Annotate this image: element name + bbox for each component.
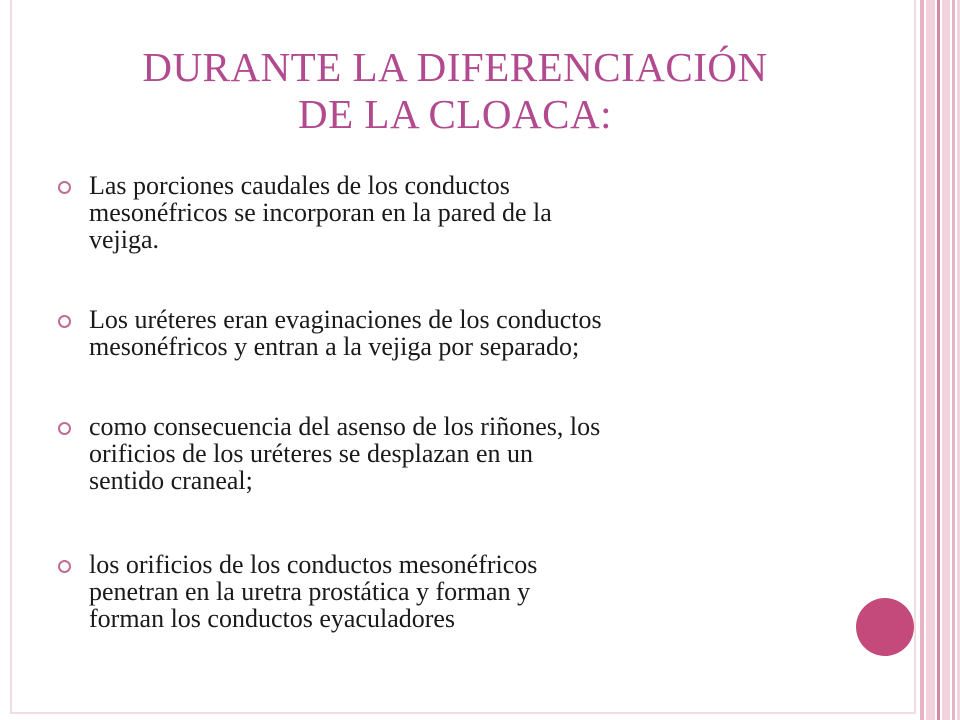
bullet-line: mesonéfricos se incorporan en la pared de la <box>89 198 552 227</box>
title-line-1: DURANTE LA DIFERENCIACIÓN <box>142 44 768 90</box>
bullet-line: orificios de los uréteres se desplazan en un <box>89 439 534 468</box>
bullet-line: penetran en la uretra prostática y forman y <box>89 577 531 606</box>
bullet-text <box>89 551 849 632</box>
title-line-2: DE LA CLOACA: <box>298 91 612 137</box>
bullet-text <box>89 306 849 360</box>
bullet-line: Los uréteres eran evaginaciones de los conductos <box>89 305 602 334</box>
circle-bullet-icon <box>58 181 71 194</box>
bullet-line: sentido craneal; <box>89 466 253 495</box>
bullet-line: vejiga. <box>89 225 160 254</box>
decorative-stripes <box>918 0 960 720</box>
stripe <box>942 0 950 720</box>
bullet-text <box>89 413 849 494</box>
bullet-line: como consecuencia del asenso de los riñones, los <box>89 412 601 441</box>
bullet-line: los orificios de los conductos mesonéfricos <box>89 550 538 579</box>
circle-bullet-icon <box>58 560 71 573</box>
circle-bullet-icon <box>58 315 71 328</box>
bullet-line: forman los conductos eyaculadores <box>89 604 456 633</box>
circle-bullet-icon <box>58 422 71 435</box>
bullet-line: mesonéfricos y entran a la vejiga por separado; <box>89 332 580 361</box>
bullet-text <box>89 172 849 253</box>
slide-title <box>70 44 840 138</box>
accent-circle <box>856 598 914 656</box>
stripe <box>920 0 924 720</box>
stripe <box>926 0 935 720</box>
bullet-line: Las porciones caudales de los conductos <box>89 171 510 200</box>
stripe <box>952 0 955 720</box>
stripe <box>937 0 940 720</box>
